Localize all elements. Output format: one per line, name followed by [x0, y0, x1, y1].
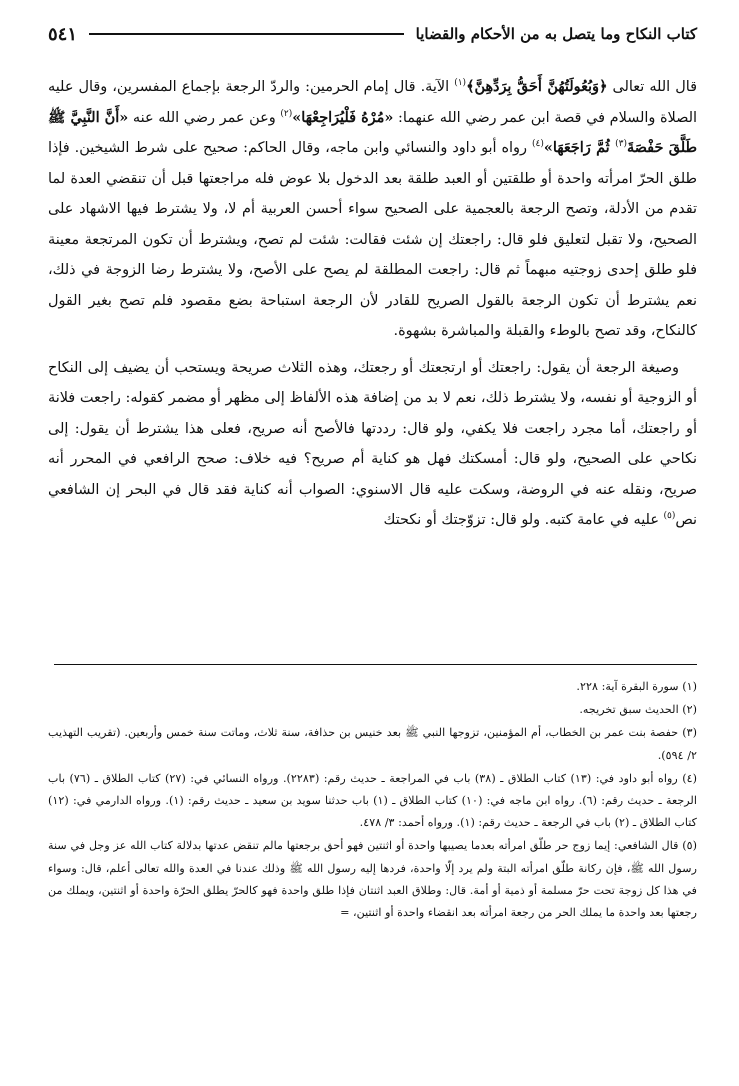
footnotes — [48, 676, 697, 1076]
footnote-2 — [48, 699, 697, 721]
header-rule — [89, 33, 404, 35]
footnote-ref-2: (٢) — [280, 108, 293, 119]
hadith-quote-1: «مُرْهُ فَلْيُرَاجِعْهَا» — [292, 108, 394, 126]
footnote-text: الحديث سبق تخريجه. — [579, 703, 683, 717]
text-run: رواه أبو داود والنسائي وابن ماجه، وقال الحاكم: صحيح على شرط الشيخين. فإذا طلق الحرّ امرأته واحدة أو طلقتين أو العبد طلقة بعد الدخول بلا عوض فله مراجعتها قبل أن تنقضي العدة لما تقدم من الأدلة، وتصح الرجعة بالعجمية على الصحيح سواء أحسن العربية أم لا، ولا يشترط فيها الاشهاد على الصحيح، ولا تقبل لتعليق فلو قال: راجعتك إن شئت فقالت: شئت لم تصح، ويشترط أن تكون المرتجعة معينة فلو طلق إحدى زوجتيه مبهماً ثم قال: راجعت المطلقة لم يصح على الأصح، ولا يشترط رضا الزوجة في ذلك، نعم يشترط أن تكون الرجعة بالقول الصريح للقادر لأن الرجعة استباحة بضع مقصود فلم تصح بغير القول كالنكاح، وقد تصح بالوطء والقبلة والمباشرة بشهوة. — [48, 140, 697, 339]
footnote-ref-3: (٣) — [615, 139, 627, 150]
footnote-ref-4: (٤) — [531, 139, 544, 150]
page-number: ٥٤١ — [48, 23, 78, 45]
text-run: عليه في عامة كتبه. ولو قال: تزوّجتك أو نكحتك — [383, 512, 664, 528]
footnote-text: رواه أبو داود في: (١٣) كتاب الطلاق ـ (٣٨) باب في المراجعة ـ حديث رقم: (٢٢٨٣). ورواه النسائي في: (٢٧) كتاب الطلاق ـ (٧٦) باب الرجعة ـ حديث رقم: (٦). رواه ابن ماجه في: (١٠) كتاب الطلاق ـ (١) باب حدثنا سويد بن سعيد ـ حديث رقم: (١). ورواه الدارمي في: (١٢) كتاب الطلاق ـ (٢) باب في الرجعة ـ حديث رقم: (١). ورواه أحمد: ٣/ ٤٧٨. — [48, 771, 697, 830]
footnote-number: (١) — [682, 680, 697, 693]
footnote-4 — [48, 768, 697, 835]
footnote-text: حفصة بنت عمر بن الخطاب، أم المؤمنين، تزوجها النبي ﷺ بعد خنيس بن حذافة، سنة ثلاث، وماتت سنة خمس وأربعين. (تقريب التهذيب ٢/ ٥٩٤). — [48, 726, 697, 762]
footnote-number: (٣) — [682, 726, 697, 740]
footnote-ref-5: (٥) — [663, 511, 676, 522]
text-run: قال الله تعالى — [607, 79, 697, 95]
paragraph-1 — [48, 72, 697, 347]
running-title: كتاب النكاح وما يتصل به من الأحكام والقضايا — [415, 25, 697, 43]
quran-verse: ﴿وَبُعُولَتُهُنَّ أَحَقُّ بِرَدِّهِنَّ﴾ — [466, 78, 608, 95]
text-run: وصيغة الرجعة أن يقول: راجعتك أو ارتجعتك أو رجعتك، وهذه الثلاث صريحة ويستحب أن يضيف إلى النكاح أو الزوجية أو نفسه، ولا يشترط ذلك، نعم لا بد من إضافة هذه الألفاظ إلى مظهر أو مضمر كقوله: راجعت فلانة أو راجعتك، أما مجرد راجعت فلا يكفي، ولو قال: رددتها فالأصح أنه صريح، فعلى هذا يشترط أن يقول: إلى نكاحي على الصحيح، ولو قال: أمسكتك فهل هو كناية أم صريح؟ فيه خلاف: صحح الرافعي في المحرر أنه صريح، ونقله عنه في الروضة، وسكت عليه قال الاسنوي: الصواب أنه كناية فقد قال في البحر إن الشافعي نص — [48, 359, 697, 528]
paragraph-2 — [48, 353, 697, 536]
footnote-text: سورة البقرة آية: ٢٢٨. — [576, 680, 683, 693]
footnote-text: قال الشافعي: إيما زوج حر طلّق امرأته بعدما يصيبها واحدة أو اثنتين فهو أحق برجعتها مالم تنقض عدتها بدلالة كتاب الله عز وجل في سنة رسول الله ﷺ، فإن ركانة طلّق امرأته البتة ولم يرد إلّا واحدة، فردها إليه رسول الله ﷺ وذلك عندنا في العدة والله تعالى أعلم، قال: وسواء في هذا كل زوجة تحت حرّ مسلمة أو ذمية أو أمة. قال: وطلاق العبد اثنتان فإذا طلق واحدة فهو كالحرّ يطلق الحرّة واحدة أو اثنتين، ويملك من رجعتها بعد واحدة ما يملك الحر من رجعة امرأته بعد انقضاء واحدة أو اثنتين، = — [48, 839, 697, 920]
footnote-1 — [48, 676, 697, 698]
footnote-number: (٥) — [682, 839, 697, 853]
footnote-5 — [48, 835, 697, 924]
text-run: وعن عمر رضي الله عنه — [128, 109, 281, 126]
footnote-number: (٢) — [682, 703, 697, 717]
footnote-number: (٤) — [682, 771, 697, 785]
hadith-quote-2a: «أَنَّ النَّبِيَّ ﷺ طَلَّقَ حَفْصَةَ — [48, 108, 697, 156]
main-text — [48, 72, 697, 684]
footnote-3 — [48, 722, 697, 766]
hadith-quote-2b: ثُمَّ رَاجَعَهَا» — [543, 139, 616, 156]
footnote-separator — [54, 664, 697, 665]
footnote-ref-1: (١) — [454, 78, 467, 89]
page-header — [48, 14, 697, 54]
text-run: الآية. قال إمام الحرمين: والردّ الرجعة بإجماع المفسرين، وقال عليه الصلاة والسلام في قصة ابن عمر رضي الله عنهما: — [48, 79, 697, 126]
